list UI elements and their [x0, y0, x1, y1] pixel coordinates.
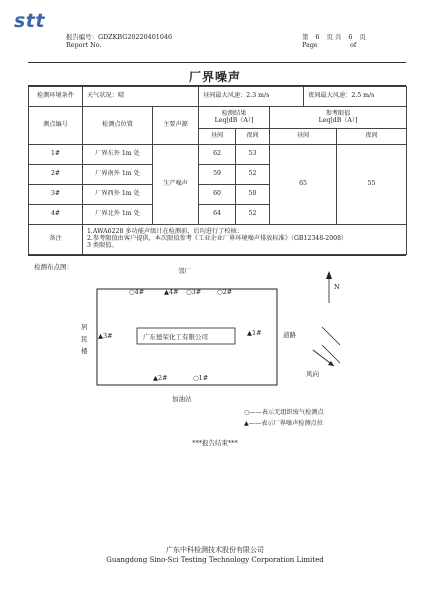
- report-number-label: 报告编号：: [66, 33, 98, 41]
- noise-point-4: ▲4#: [164, 288, 179, 296]
- west-neighbor-label-2: 民: [81, 335, 88, 343]
- night-max-wind: 夜间最大风速：2.5 m/s: [304, 87, 407, 107]
- company-label: 广东德荣化工有限公司: [143, 333, 208, 341]
- footer-company-en: Guangdong Sino-Sci Testing Technology Corporation Limited: [106, 556, 324, 564]
- page-unit-cn: 页: [359, 33, 366, 41]
- header-reference-label: 参考限值: [325, 109, 351, 117]
- legend-triangle: ▲——表示厂界噪声检测点位: [244, 420, 324, 427]
- remark-1: 1.AWA6228 多功能声级计在检测前、后均进行了校核；: [87, 228, 243, 236]
- header-night: 夜间: [236, 129, 270, 145]
- ref-day-cell: 65: [270, 145, 337, 225]
- page-label-cn: 第: [302, 33, 309, 41]
- diagram-title: 检测布点图：: [34, 263, 73, 271]
- gas-point-4: ○4#: [129, 288, 145, 296]
- wind-label: 风向: [306, 370, 319, 378]
- remark-2: 2.参考限值由客户提供，本次限值参考《工业企业厂界环境噪声排放标准》（GB12348-2008）: [87, 235, 348, 243]
- night-value-cell: 52: [236, 205, 270, 225]
- ref-night-cell: 55: [337, 145, 407, 225]
- night-value-cell: 50: [236, 185, 270, 205]
- page-title: 厂界噪声: [188, 70, 241, 84]
- south-neighbor-label: 加油站: [172, 395, 192, 403]
- location-cell: 厂界西外 1m 处: [83, 185, 153, 205]
- header-day: 昼间: [199, 129, 236, 145]
- noise-point-1: ▲1#: [247, 329, 262, 337]
- header-location: 检测点位置: [83, 107, 153, 145]
- noise-point-2: ▲2#: [153, 374, 168, 382]
- point-no-cell: 3#: [29, 185, 83, 205]
- day-value-cell: 64: [199, 205, 236, 225]
- header-reference-unit: Leq[dB（A）]: [318, 116, 358, 124]
- header-divider: [28, 62, 406, 63]
- day-max-wind: 昼间最大风速：2.3 m/s: [199, 87, 304, 107]
- west-neighbor-label-3: 楼: [81, 347, 88, 355]
- legend-circle: ○——表示无组织废气检测点: [244, 409, 324, 416]
- header-point-no: 测点编号: [29, 107, 83, 145]
- report-number-en: Report No.: [66, 41, 102, 49]
- header-source: 主要声源: [153, 107, 199, 145]
- page-number: 6: [315, 33, 320, 41]
- location-cell: 厂界东外 1m 处: [83, 145, 153, 165]
- company-logo: stt: [14, 10, 45, 32]
- day-value-cell: 59: [199, 165, 236, 185]
- table-bottom-divider: [28, 255, 406, 256]
- conditions-label: 检测环境条件: [29, 87, 83, 107]
- weather: 天气状况：晴: [83, 87, 199, 107]
- point-no-cell: 4#: [29, 205, 83, 225]
- page-total: 6: [348, 33, 353, 41]
- night-value-cell: 52: [236, 165, 270, 185]
- location-cell: 厂界南外 1m 处: [83, 165, 153, 185]
- north-arrow-icon: [326, 271, 332, 303]
- north-label: N: [334, 283, 340, 291]
- header-result-label: 检测结果: [221, 109, 247, 117]
- noise-point-3: ▲3#: [98, 332, 113, 340]
- remarks-label: 备注: [29, 225, 83, 255]
- wind-direction-arrow-icon: [313, 327, 340, 366]
- point-no-cell: 1#: [29, 145, 83, 165]
- title-divider: [28, 85, 406, 86]
- gas-point-2: ○2#: [217, 288, 233, 296]
- gas-point-3: ○3#: [186, 288, 202, 296]
- source-cell: 生产噪声: [153, 145, 199, 225]
- location-cell: 厂界北外 1m 处: [83, 205, 153, 225]
- header-ref-night: 夜间: [337, 129, 407, 145]
- footer-company-cn: 广东中科检测技术股份有限公司: [166, 546, 264, 554]
- gas-point-1: ○1#: [193, 374, 209, 382]
- header-result-unit: Leq[dB（A）]: [214, 116, 254, 124]
- remark-3: 3 类限值。: [87, 241, 118, 249]
- of-label-en: of: [350, 41, 357, 49]
- end-of-report-note: ***报告结束***: [192, 439, 238, 447]
- header-ref-day: 昼间: [270, 129, 337, 145]
- night-value-cell: 53: [236, 145, 270, 165]
- point-no-cell: 2#: [29, 165, 83, 185]
- north-neighbor-label: 邻厂: [178, 267, 191, 275]
- day-value-cell: 60: [199, 185, 236, 205]
- west-neighbor-label-1: 居: [81, 323, 88, 331]
- report-number: GDZKBG20220401046: [97, 33, 173, 41]
- page-total-label-cn: 页 共: [326, 33, 342, 41]
- page-label-en: Page: [302, 41, 318, 49]
- east-neighbor-label: 道路: [283, 331, 296, 339]
- day-value-cell: 62: [199, 145, 236, 165]
